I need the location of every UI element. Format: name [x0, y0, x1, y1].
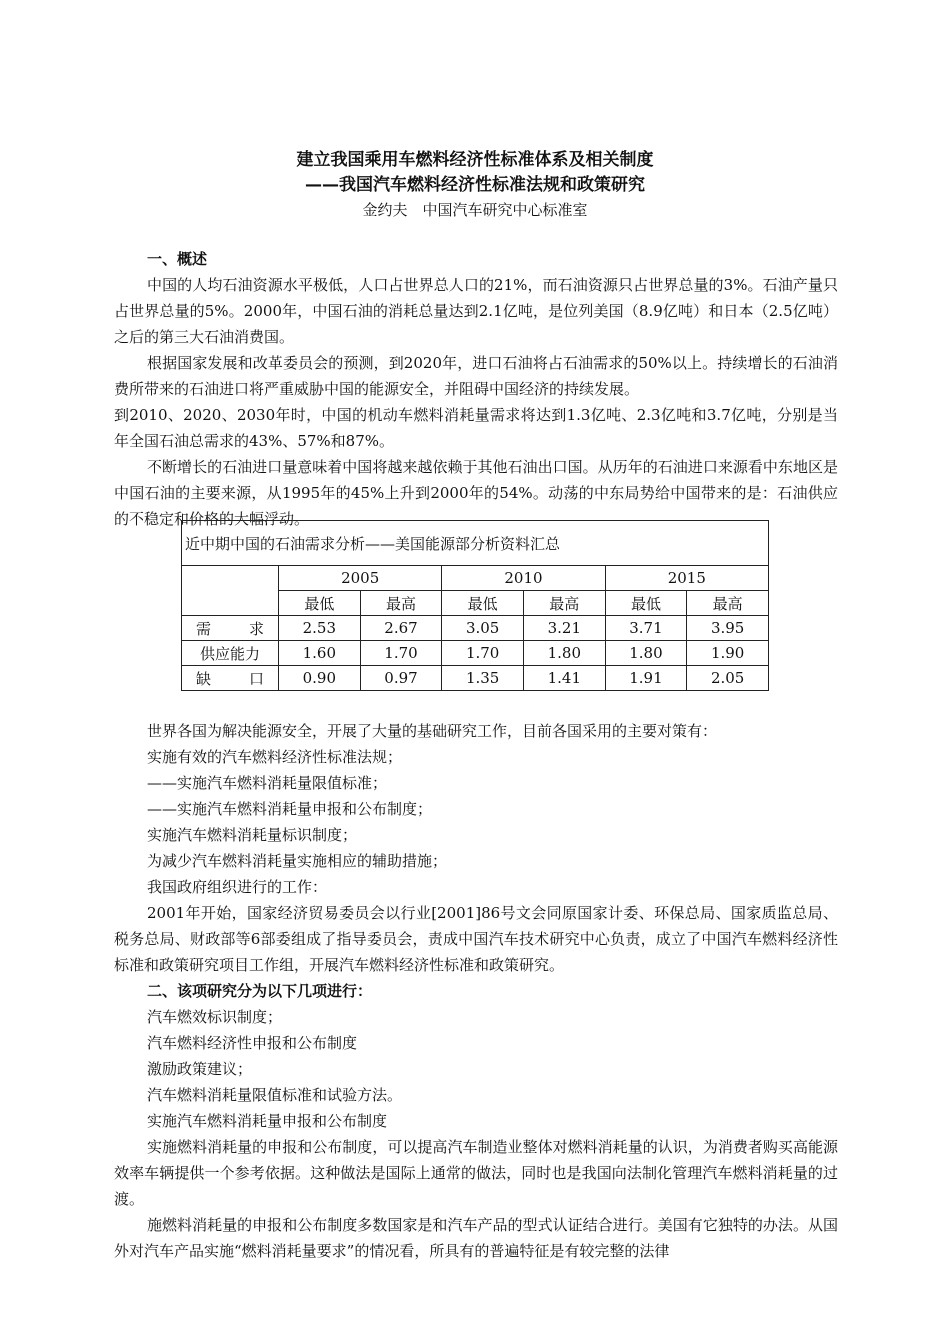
table-cell: 3.21 — [523, 616, 605, 641]
subheader-cell: 最低 — [442, 591, 524, 616]
subheader-cell: 最低 — [279, 591, 361, 616]
table-cell: 1.60 — [279, 641, 361, 666]
list-item: ——实施汽车燃料消耗量申报和公布制度； — [147, 800, 433, 818]
list-item: 实施有效的汽车燃料经济性标准法规； — [147, 748, 403, 766]
subheader-cell: 最高 — [360, 591, 442, 616]
paragraph: 根据国家发展和改革委员会的预测，到2020年，进口石油将占石油需求的50%以上。持续增长的石油消费所带来的石油进口将严重威胁中国的能源安全，并阻碍中国经济的持续发展。 — [114, 354, 838, 398]
list-item: 激励政策建议； — [147, 1060, 253, 1078]
table-cell: 2.67 — [360, 616, 442, 641]
paragraph: 实施燃料消耗量的申报和公布制度，可以提高汽车制造业整体对燃料消耗量的认识，为消费者购买高能源效率车辆提供一个参考依据。这种做法是国际上通常的做法，同时也是我国向法制化管理汽车燃料消耗量的过渡。 — [114, 1138, 838, 1208]
document-title: 建立我国乘用车燃料经济性标准体系及相关制度 — [296, 150, 654, 170]
section-overview — [114, 246, 838, 532]
list-item: 实施汽车燃料消耗量标识制度； — [147, 826, 358, 844]
year-header: 2015 — [605, 566, 768, 591]
table-cell: 1.90 — [687, 641, 769, 666]
table-caption: 近中期中国的石油需求分析——美国能源部分析资料汇总 — [182, 521, 769, 566]
table-row — [182, 641, 769, 666]
list-item: 汽车燃料经济性申报和公布制度 — [147, 1034, 358, 1052]
table-cell: 1.80 — [605, 641, 687, 666]
paragraph: 2001年开始，国家经济贸易委员会以行业[2001]86号文会同原国家计委、环保总局、国家质监总局、税务总局、财政部等6部委组成了指导委员会，责成中国汽车技术研究中心负责，成立了中国汽车燃料经济性标准和政策研究项目工作组，开展汽车燃料经济性标准和政策研究。 — [114, 904, 838, 974]
table-row — [182, 616, 769, 641]
subheader-cell: 最低 — [605, 591, 687, 616]
table-caption-row — [182, 521, 769, 566]
table-cell: 0.90 — [279, 666, 361, 691]
table-cell: 1.35 — [442, 666, 524, 691]
paragraph: 施燃料消耗量的申报和公布制度多数国家是和汽车产品的型式认证结合进行。美国有它独特的办法。从国外对汽车产品实施“燃料消耗量要求”的情况看，所具有的普遍特征是有较完整的法律 — [114, 1216, 838, 1260]
subheader-cell: 最高 — [687, 591, 769, 616]
table-cell: 1.70 — [360, 641, 442, 666]
section-heading: 一、概述 — [147, 250, 208, 268]
paragraph: 我国政府组织进行的工作： — [147, 878, 328, 896]
list-item: 实施汽车燃料消耗量申报和公布制度 — [147, 1112, 388, 1130]
table-cell: 0.97 — [360, 666, 442, 691]
table-cell: 2.53 — [279, 616, 361, 641]
list-item: ——实施汽车燃料消耗量限值标准； — [147, 774, 388, 792]
year-header: 2005 — [279, 566, 442, 591]
paragraph: 中国的人均石油资源水平极低，人口占世界总人口的21%，而石油资源只占世界总量的3%。石油产量只占世界总量的5%。2000年，中国石油的消耗总量达到2.1亿吨，是位列美国（8.9亿吨）和日本（2.5亿吨）之后的第三大石油消费国。 — [114, 276, 838, 346]
table-cell: 3.71 — [605, 616, 687, 641]
paragraph: 不断增长的石油进口量意味着中国将越来越依赖于其他石油出口国。从历年的石油进口来源看中东地区是中国石油的主要来源，从1995年的45%上升到2000年的54%。动荡的中东局势给中国带来的是：石油供应的不稳定和价格的大幅浮动。 — [114, 458, 838, 528]
list-item: 汽车燃料消耗量限值标准和试验方法。 — [147, 1086, 403, 1104]
table-row — [182, 666, 769, 691]
paragraph: 世界各国为解决能源安全，开展了大量的基础研究工作，目前各国采用的主要对策有： — [147, 722, 718, 740]
document-header — [0, 148, 950, 223]
document-author: 金约夫 中国汽车研究中心标准室 — [362, 201, 588, 219]
row-label: 供应能力 — [182, 641, 279, 666]
section-heading: 二、该项研究分为以下几项进行： — [147, 982, 373, 1000]
oil-demand-table — [181, 520, 769, 691]
table-cell: 3.95 — [687, 616, 769, 641]
table-corner-cell — [182, 566, 279, 616]
table-cell: 1.41 — [523, 666, 605, 691]
table-year-row — [182, 566, 769, 591]
section-measures — [114, 718, 838, 1264]
table-cell: 1.91 — [605, 666, 687, 691]
table-cell: 3.05 — [442, 616, 524, 641]
list-item: 汽车燃效标识制度； — [147, 1008, 283, 1026]
row-label: 缺口 — [182, 666, 279, 691]
document-subtitle: ——我国汽车燃料经济性标准法规和政策研究 — [305, 175, 645, 195]
table-cell: 1.80 — [523, 641, 605, 666]
paragraph: 到2010、2020、2030年时，中国的机动车燃料消耗量需求将达到1.3亿吨、2.3亿吨和3.7亿吨，分别是当年全国石油总需求的43%、57%和87%。 — [114, 406, 838, 450]
subheader-cell: 最高 — [523, 591, 605, 616]
list-item: 为减少汽车燃料消耗量实施相应的辅助措施； — [147, 852, 448, 870]
table-cell: 1.70 — [442, 641, 524, 666]
year-header: 2010 — [442, 566, 605, 591]
table-cell: 2.05 — [687, 666, 769, 691]
row-label: 需求 — [182, 616, 279, 641]
